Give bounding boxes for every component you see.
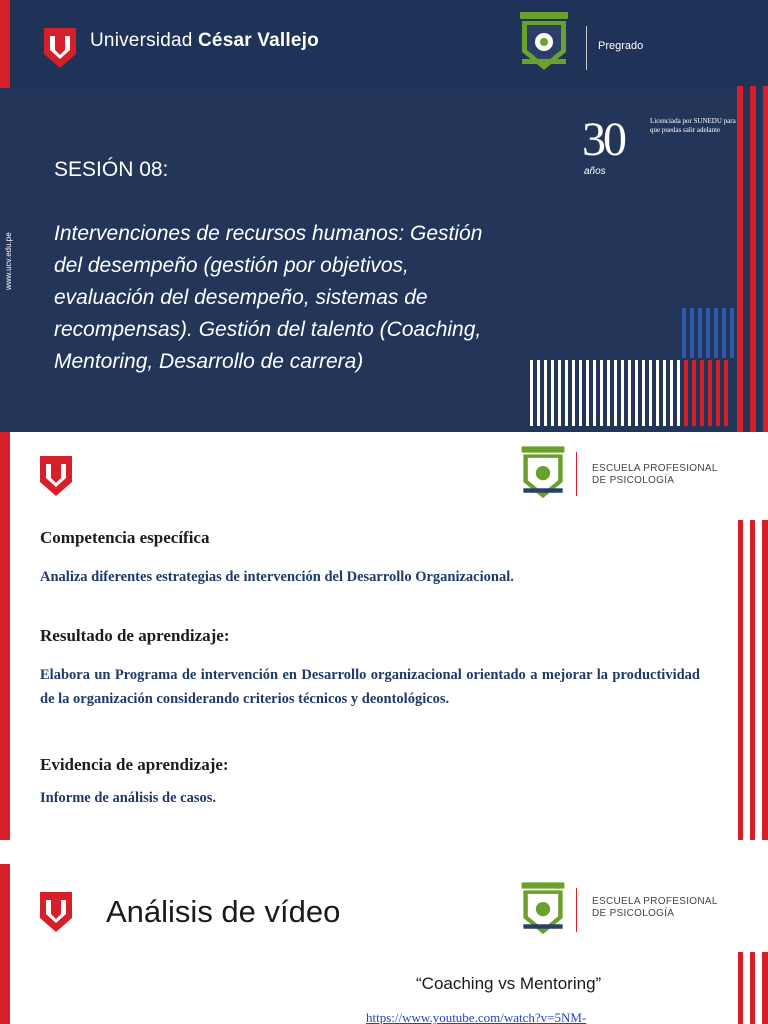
competencia-text: Analiza diferentes estrategias de intervención del Desarrollo Organizacional. — [40, 569, 514, 585]
decorative-stripes — [738, 952, 768, 1024]
competencia-heading: Competencia específica — [40, 528, 210, 547]
accreditation-badge-icon — [518, 446, 568, 502]
school-name — [592, 463, 718, 487]
session-line: Intervenciones de recursos humanos: Gestión — [54, 222, 483, 245]
header-separator — [576, 888, 577, 932]
school-line: ESCUELA PROFESIONAL — [592, 463, 718, 474]
pregrado-label: Pregrado — [598, 40, 644, 52]
website-url: www.ucv.edu.pe — [4, 232, 13, 290]
evidencia-heading: Evidencia de aprendizaje: — [40, 755, 229, 774]
resultado-heading: Resultado de aprendizaje: — [40, 626, 230, 645]
competency-slide — [0, 432, 768, 840]
resultado-text: Elabora un Programa de intervención en Desarrollo organizacional orientado a mejorar la productividad de la organización considerando criterios técnicos y deontológicos. — [40, 667, 700, 707]
school-name — [592, 896, 718, 920]
anniversary-years: años — [584, 166, 606, 177]
decorative-stripes — [0, 0, 768, 432]
session-line: evaluación del desempeño, sistemas de — [54, 286, 428, 309]
video-title: “Coaching vs Mentoring” — [416, 974, 602, 993]
evidencia-text: Informe de análisis de casos. — [40, 790, 217, 806]
video-analysis-slide — [0, 840, 768, 1024]
sunedu-note: Licenciada por SUNEDU para que puedas salir adelante — [650, 117, 736, 134]
title-slide — [0, 0, 768, 432]
session-line: recompensas). Gestión del talento (Coaching, — [54, 318, 482, 341]
school-line: ESCUELA PROFESIONAL — [592, 896, 718, 907]
header-separator — [576, 452, 577, 496]
slide-title: Análisis de vídeo — [106, 894, 341, 929]
session-line: del desempeño (gestión por objetivos, — [54, 254, 409, 277]
ucv-shield-icon — [40, 892, 72, 932]
ucv-shield-icon — [40, 456, 72, 496]
decorative-stripes — [738, 520, 768, 840]
school-line: DE PSICOLOGÍA — [592, 475, 675, 486]
youtube-link[interactable]: https://www.youtube.com/watch?v=5NM- — [366, 1010, 587, 1024]
school-line: DE PSICOLOGÍA — [592, 908, 675, 919]
university-name: Universidad César Vallejo — [90, 30, 319, 51]
left-red-stripe — [0, 864, 10, 1024]
accreditation-badge-icon — [518, 882, 568, 938]
session-line: Mentoring, Desarrollo de carrera) — [54, 350, 364, 373]
left-red-stripe — [0, 432, 10, 840]
anniversary-number: 30 — [582, 113, 624, 166]
session-title: SESIÓN 08: — [54, 158, 169, 181]
